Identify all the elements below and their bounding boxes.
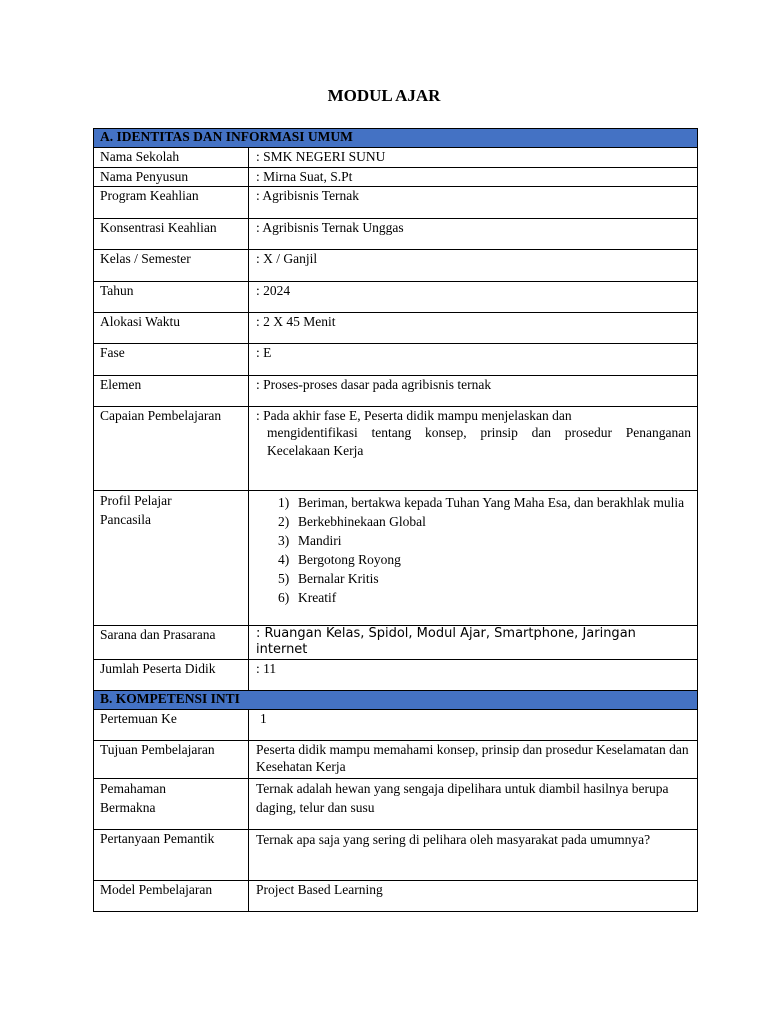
- list-item: 2. Berkebhinekaan Global: [296, 512, 691, 531]
- table-row: [94, 829, 698, 880]
- row-label: Nama Sekolah: [94, 148, 249, 168]
- row-label: [94, 490, 249, 625]
- row-label: Program Keahlian: [94, 186, 249, 218]
- capaian-rest: mengidentifikasi tentang konsep, prinsip dan prosedur Penanganan Kecelakaan Kerja: [267, 425, 692, 458]
- table-row: [94, 880, 698, 911]
- row-value: : 11: [249, 659, 698, 690]
- row-value: [249, 406, 698, 490]
- row-value: : Agribisnis Ternak: [249, 186, 698, 218]
- row-value: : Proses-proses dasar pada agribisnis ternak: [249, 375, 698, 406]
- row-label: [94, 778, 249, 829]
- row-value: : E: [249, 343, 698, 375]
- row-value: Peserta didik mampu memahami konsep, prinsip dan prosedur Keselamatan dan Kesehatan Kerja: [249, 740, 698, 778]
- row-label: Konsentrasi Keahlian: [94, 218, 249, 249]
- row-value: Ternak apa saja yang sering di pelihara oleh masyarakat pada umumnya?: [249, 829, 698, 880]
- row-value: 1: [249, 709, 698, 740]
- row-value: : Agribisnis Ternak Unggas: [249, 218, 698, 249]
- table-row: [94, 375, 698, 406]
- row-label: Fase: [94, 343, 249, 375]
- profil-label-line: Pancasila: [100, 511, 151, 527]
- list-item: 6. Kreatif: [296, 588, 691, 607]
- table-row: [94, 281, 698, 312]
- row-label: Elemen: [94, 375, 249, 406]
- row-label: Pertemuan Ke: [94, 709, 249, 740]
- section-b-header: [94, 690, 698, 709]
- list-item: 3. Mandiri: [296, 531, 691, 550]
- row-label: Alokasi Waktu: [94, 312, 249, 343]
- row-value: : 2024: [249, 281, 698, 312]
- table-row: [94, 740, 698, 778]
- table-row: [94, 312, 698, 343]
- modul-table: [93, 128, 698, 912]
- capaian-first-line: : Pada akhir fase E, Peserta didik mampu menjelaskan dan: [256, 407, 572, 423]
- row-value: Project Based Learning: [249, 880, 698, 911]
- document-title: MODUL AJAR: [327, 86, 441, 105]
- section-b-title: B. KOMPETENSI INTI: [94, 690, 698, 709]
- row-value: [249, 490, 698, 625]
- row-label: Tujuan Pembelajaran: [94, 740, 249, 778]
- table-row: [94, 249, 698, 281]
- table-row: [94, 625, 698, 659]
- row-label: Kelas / Semester: [94, 249, 249, 281]
- row-label: Capaian Pembelajaran: [94, 406, 249, 490]
- list-item: 4. Bergotong Royong: [296, 550, 691, 569]
- table-row: [94, 148, 698, 168]
- row-value: Ternak adalah hewan yang sengaja dipelihara untuk diambil hasilnya berupa daging, telur dan susu: [249, 778, 698, 829]
- row-value: : 2 X 45 Menit: [249, 312, 698, 343]
- table-row: [94, 778, 698, 829]
- pemahaman-label-line: Bermakna: [100, 799, 156, 815]
- row-value: : Mirna Suat, S.Pt: [249, 168, 698, 187]
- profil-list: [256, 493, 691, 607]
- table-row: [94, 186, 698, 218]
- list-item: 1. Beriman, bertakwa kepada Tuhan Yang Maha Esa, dan berakhlak mulia: [296, 493, 691, 512]
- row-label: Tahun: [94, 281, 249, 312]
- table-row: [94, 709, 698, 740]
- row-label: Pertanyaan Pemantik: [94, 829, 249, 880]
- table-row: [94, 343, 698, 375]
- table-row: [94, 490, 698, 625]
- pemahaman-label-line: Pemahaman: [100, 780, 166, 796]
- row-value: : SMK NEGERI SUNU: [249, 148, 698, 168]
- row-value: : Ruangan Kelas, Spidol, Modul Ajar, Smartphone, Jaringan internet: [249, 625, 698, 659]
- section-a-title: A. IDENTITAS DAN INFORMASI UMUM: [94, 129, 698, 148]
- row-label: Nama Penyusun: [94, 168, 249, 187]
- section-a-header: [94, 129, 698, 148]
- table-row: [94, 218, 698, 249]
- row-label: Jumlah Peserta Didik: [94, 659, 249, 690]
- table-row: [94, 659, 698, 690]
- row-label: Model Pembelajaran: [94, 880, 249, 911]
- list-item: 5. Bernalar Kritis: [296, 569, 691, 588]
- row-label: Sarana dan Prasarana: [94, 625, 249, 659]
- row-value: : X / Ganjil: [249, 249, 698, 281]
- table-row: [94, 406, 698, 490]
- table-row: [94, 168, 698, 187]
- profil-label-line: Profil Pelajar: [100, 492, 172, 508]
